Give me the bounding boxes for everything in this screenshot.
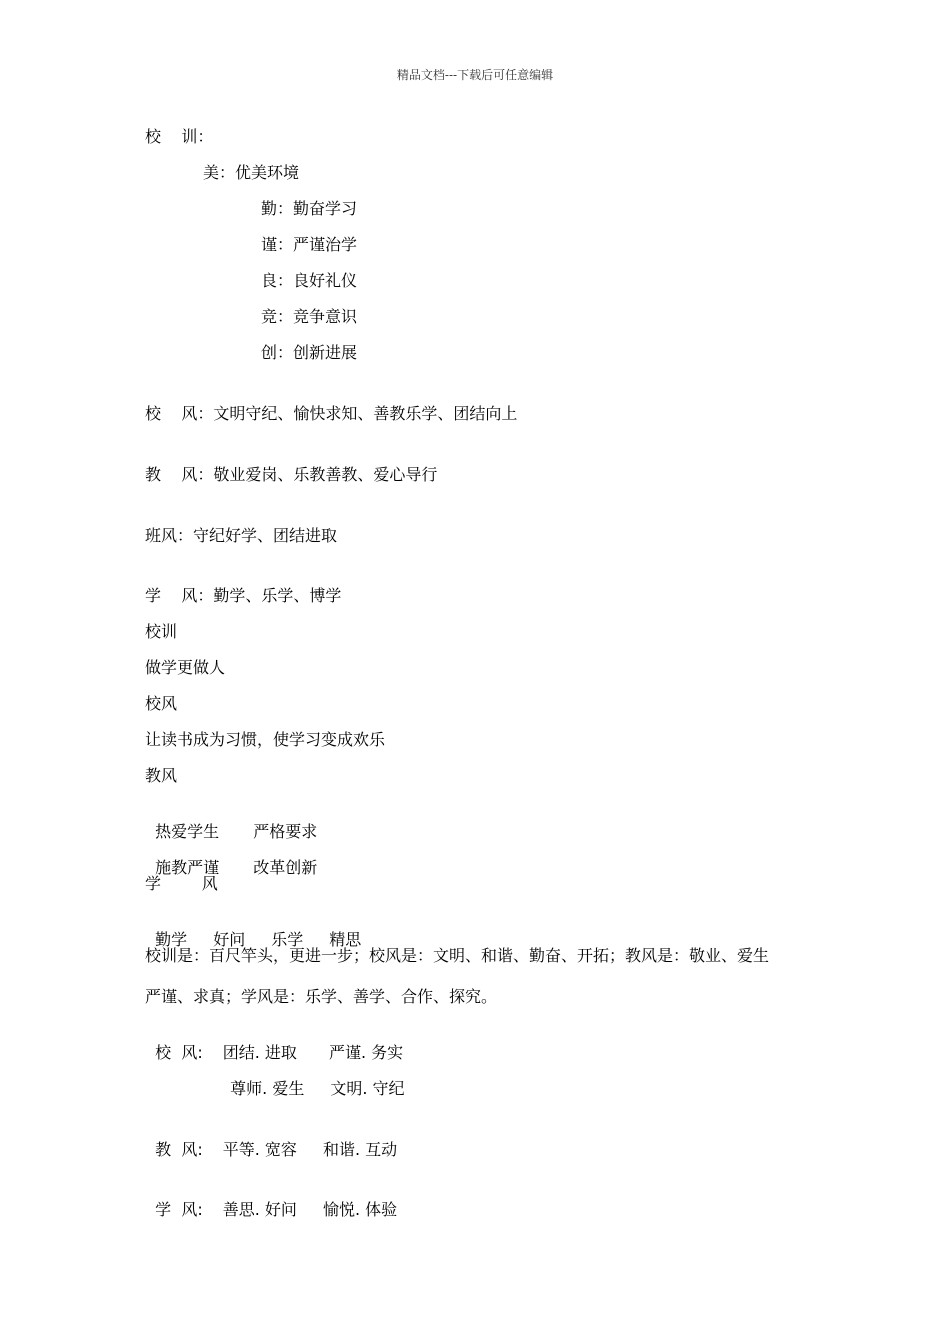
motto-item-3: 谨：严谨治学	[261, 235, 358, 254]
class-style: 班风：守纪好学、团结进取	[145, 526, 338, 545]
motto-item-1: 美：优美环境	[203, 163, 300, 182]
set3-study-item-1: 善思. 好问	[222, 1200, 297, 1219]
study-item-3: 乐学	[271, 930, 304, 949]
set3-school-item-2: 严谨. 务实	[328, 1043, 404, 1062]
motto-item-4: 良：良好礼仪	[261, 271, 358, 290]
set3-school-row-1	[145, 1023, 403, 1063]
set3-teaching-item-1: 平等. 宽容	[222, 1140, 297, 1159]
motto-item-2: 勤：勤奋学习	[261, 199, 358, 218]
motto-title: 校 训：	[145, 127, 214, 146]
set3-school-label: 校 风:	[155, 1043, 203, 1062]
teaching-row2-item-2: 改革创新	[253, 858, 318, 877]
set3-study-item-2: 愉悦. 体验	[322, 1200, 398, 1219]
set3-school-item-4: 文明. 守纪	[330, 1079, 405, 1098]
set2-motto-label: 校训	[145, 622, 178, 641]
set2-study-label: 学 风	[145, 874, 218, 893]
teaching-style-1: 教 风：敬业爱岗、乐教善教、爱心导行	[145, 465, 438, 484]
set2-school-style-label: 校风	[145, 694, 178, 713]
teaching-row1-item-1: 热爱学生	[155, 822, 220, 841]
set2-study-row	[145, 910, 361, 950]
teaching-row2-item-1: 施教严谨	[155, 858, 220, 877]
school-style-1: 校 风：文明守纪、愉快求知、善教乐学、团结向上	[145, 404, 518, 423]
page-header: 精品文档---下载后可任意编辑	[396, 68, 554, 82]
motto-item-6: 创：创新进展	[261, 343, 358, 362]
paragraph-line-1: 校训是：百尺竿头，更进一步；校风是：文明、和谐、勤奋、开拓；教风是：敬业、爱生	[145, 946, 770, 965]
set2-motto-text: 做学更做人	[145, 658, 226, 677]
set3-study-row	[145, 1180, 397, 1220]
set3-teaching-item-2: 和谐. 互动	[322, 1140, 398, 1159]
set3-school-item-3: 尊师. 爱生	[230, 1079, 305, 1098]
set2-teaching-style-label: 教风	[145, 766, 178, 785]
set3-school-item-1: 团结. 进取	[222, 1043, 297, 1062]
set3-school-row-2	[220, 1059, 405, 1099]
study-item-2: 好问	[213, 930, 246, 949]
set2-school-style-text: 让读书成为习惯，使学习变成欢乐	[145, 730, 386, 749]
paragraph-line-2: 严谨、求真；学风是：乐学、善学、合作、探究。	[145, 987, 498, 1006]
study-style-1: 学 风：勤学、乐学、博学	[145, 586, 342, 605]
study-item-4: 精思	[329, 930, 362, 949]
study-item-1: 勤学	[155, 930, 188, 949]
motto-item-5: 竞：竞争意识	[261, 307, 358, 326]
set2-teaching-row-2	[145, 838, 317, 878]
set3-study-label: 学 风:	[155, 1200, 203, 1219]
set3-teaching-label: 教 风:	[155, 1140, 203, 1159]
set3-teaching-row	[145, 1120, 397, 1160]
set2-teaching-row-1	[145, 802, 317, 842]
teaching-row1-item-2: 严格要求	[253, 822, 318, 841]
